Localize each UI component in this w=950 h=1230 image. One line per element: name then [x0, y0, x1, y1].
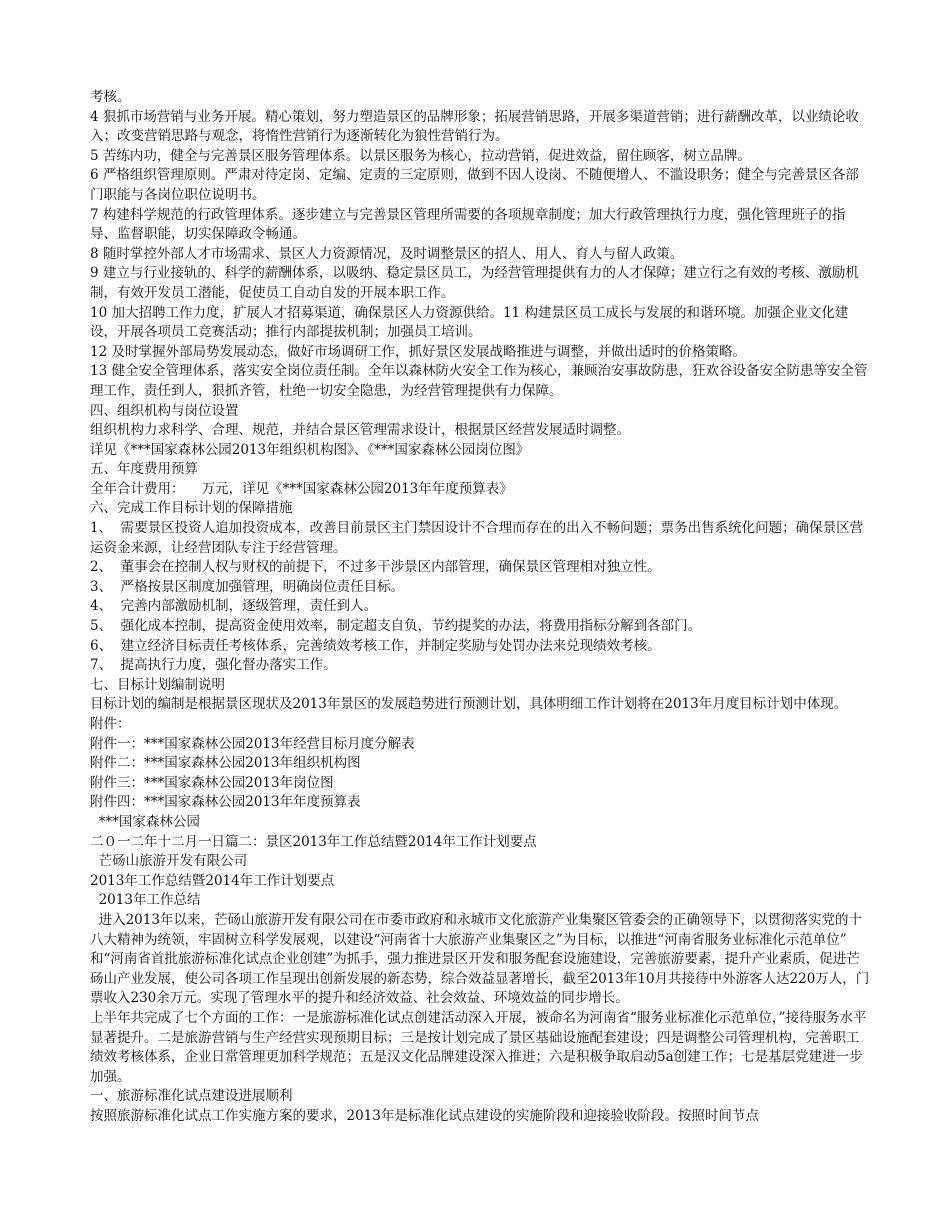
paragraph: 目标计划的编制是根据景区现状及2013年景区的发展趋势进行预测计划，具体明细工作计划将在2013年月度目标计划中体现。 [90, 696, 848, 713]
paragraph: 上半年共完成了七个方面的工作：一是旅游标准化试点创建活动深入开展，被命名为河南省“服务业标准化示范单位，”接待服务水平显著提升。二是旅游营销与生产经营实现预期目标；三是按计划完成了景区基础设施配套建设；四是调整公司管理机构，完善职工绩效考核体系，企业日常管理更加科学规范；五是汉文化品牌建设深入推进；六是积极争取启动5a创建工作；七是基层党建进一步加强。 [90, 1009, 867, 1085]
paragraph: 附件二：***国家森林公园2013年组织机构图 [90, 755, 361, 772]
paragraph: 七、目标计划编制说明 [90, 676, 225, 693]
paragraph: 全年合计费用： 万元，详见《***国家森林公园2013年年度预算表》 [90, 480, 513, 497]
paragraph: 4 狠抓市场营销与业务开展。精心策划，努力塑造景区的品牌形象；拓展营销思路，开展多渠道营销；进行薪酬改革，以业绩论收入；改变营销思路与观念，将惰性营销行为逐渐转化为狼性营销行为。 [90, 108, 859, 145]
paragraph: 四、组织机构与岗位设置 [90, 402, 239, 419]
paragraph: 2、 董事会在控制人权与财权的前提下，不过多干涉景区内部管理，确保景区管理相对独立性。 [90, 559, 661, 576]
paragraph: 附件四：***国家森林公园2013年年度预算表 [90, 794, 361, 811]
paragraph: 详见《***国家森林公园2013年组织机构图》、《***国家森林公园岗位图》 [90, 441, 530, 458]
paragraph: 按照旅游标准化试点工作实施方案的要求，2013年是标准化试点建设的实施阶段和迎接验收阶段。按照时间节点 [90, 1107, 759, 1124]
paragraph: 8 随时掌控外部人才市场需求、景区人力资源情况，及时调整景区的招人、用人、育人与留人政策。 [90, 245, 684, 262]
paragraph: 4、 完善内部激励机制，逐级管理，责任到人。 [90, 598, 378, 615]
paragraph: 组织机构力求科学、合理、规范，并结合景区管理需求设计，根据景区经营发展适时调整。 [90, 422, 630, 439]
paragraph: 附件： [90, 716, 131, 732]
paragraph: 7 构建科学规范的行政管理体系。逐步建立与完善景区管理所需要的各项规章制度；加大行政管理执行力度，强化管理班子的指导、监督职能，切实保障政令畅通。 [90, 206, 846, 243]
paragraph: 13 健全安全管理体系，落实安全岗位责任制。全年以森林防火安全工作为核心，兼顾治安事故防患，狂欢谷设备安全防患等安全管理工作，责任到人，狠抓齐管，杜绝一切安全隐患，为经营管理提供有力保障。 [90, 363, 868, 399]
paragraph: 芒砀山旅游开发有限公司 [90, 853, 248, 870]
paragraph: 进入2013年以来，芒砀山旅游开发有限公司在市委市政府和永城市文化旅游产业集聚区管委会的正确领导下，以贯彻落实党的十八大精神为统领，牢固树立科学发展观，以建设“河南省十大旅游产业集聚区之”为目标，以推进“河南省服务业标准化示范单位” 和“河南省首批旅游标准化试点企业创建”为抓手，强力推进景区开发和服务配套设施建设，完善旅游要素，提升产业素质，促进芒砀山产业发展，使公司各项工作呈现出创新发展的新态势，综合效益显著增长，截至2013年10月共接待中外游客人达220万人，门票收入230余万元。实现了管理水平的提升和经济效益、社会效益、环境效益的同步增长。 [90, 911, 870, 1007]
paragraph: 二０一二年十二月一日篇二：景区2013年工作总结暨2014年工作计划要点 [90, 833, 537, 850]
paragraph: 12 及时掌握外部局势发展动态，做好市场调研工作，抓好景区发展战略推进与调整，并做出适时的价格策略。 [90, 343, 746, 360]
paragraph: 2013年工作总结 [90, 892, 201, 909]
paragraph: 7、 提高执行力度，强化督办落实工作。 [90, 657, 337, 674]
document-page [90, 88, 870, 1126]
paragraph: 5、 强化成本控制，提高资金使用效率，制定超支自负，节约提奖的办法，将费用指标分解到各部门。 [90, 618, 702, 635]
paragraph: 6、 建立经济目标责任考核体系，完善绩效考核工作，并制定奖励与处罚办法来兑现绩效考核。 [90, 637, 661, 654]
paragraph: 6 严格组织管理原则。严肃对待定岗、定编、定责的三定原则，做到不因人设岗、不随便增人、不滥设职务；健全与完善景区各部门职能与各岗位职位说明书。 [90, 167, 859, 203]
paragraph: 一、旅游标准化试点建设进展顺利 [90, 1088, 293, 1105]
paragraph: 9 建立与行业接轨的、科学的薪酬体系，以吸纳、稳定景区员工，为经营管理提供有力的人才保障；建立行之有效的考核、激励机制，有效开发员工潜能，促使员工自动自发的开展本职工作。 [90, 265, 859, 301]
paragraph: 附件三：***国家森林公园2013年岗位图 [90, 774, 334, 791]
paragraph: 五、年度费用预算 [90, 461, 198, 478]
paragraph: ***国家森林公园 [90, 813, 200, 830]
paragraph: 5 苦练内功，健全与完善景区服务管理体系。以景区服务为核心，拉动营销，促进效益，留住顾客，树立品牌。 [90, 147, 751, 164]
paragraph: 附件一：***国家森林公园2013年经营目标月度分解表 [90, 735, 415, 752]
paragraph: 2013年工作总结暨2014年工作计划要点 [90, 872, 335, 889]
paragraph: 考核。 [90, 89, 131, 105]
paragraph: 3、 严格按景区制度加强管理，明确岗位责任目标。 [90, 578, 405, 595]
paragraph: 1、 需要景区投资人追加投资成本，改善目前景区主门禁因设计不合理而存在的出入不畅问题；票务出售系统化问题；确保景区营运资金来源，让经营团队专注于经营管理。 [90, 520, 864, 556]
paragraph: 10 加大招聘工作力度，扩展人才招募渠道，确保景区人力资源供给。11 构建景区员工成长与发展的和谐环境。加强企业文化建设，开展各项员工竞赛活动；推行内部提拔机制；加强员工培训。 [90, 304, 849, 341]
paragraph: 六、完成工作目标计划的保障措施 [90, 500, 293, 517]
